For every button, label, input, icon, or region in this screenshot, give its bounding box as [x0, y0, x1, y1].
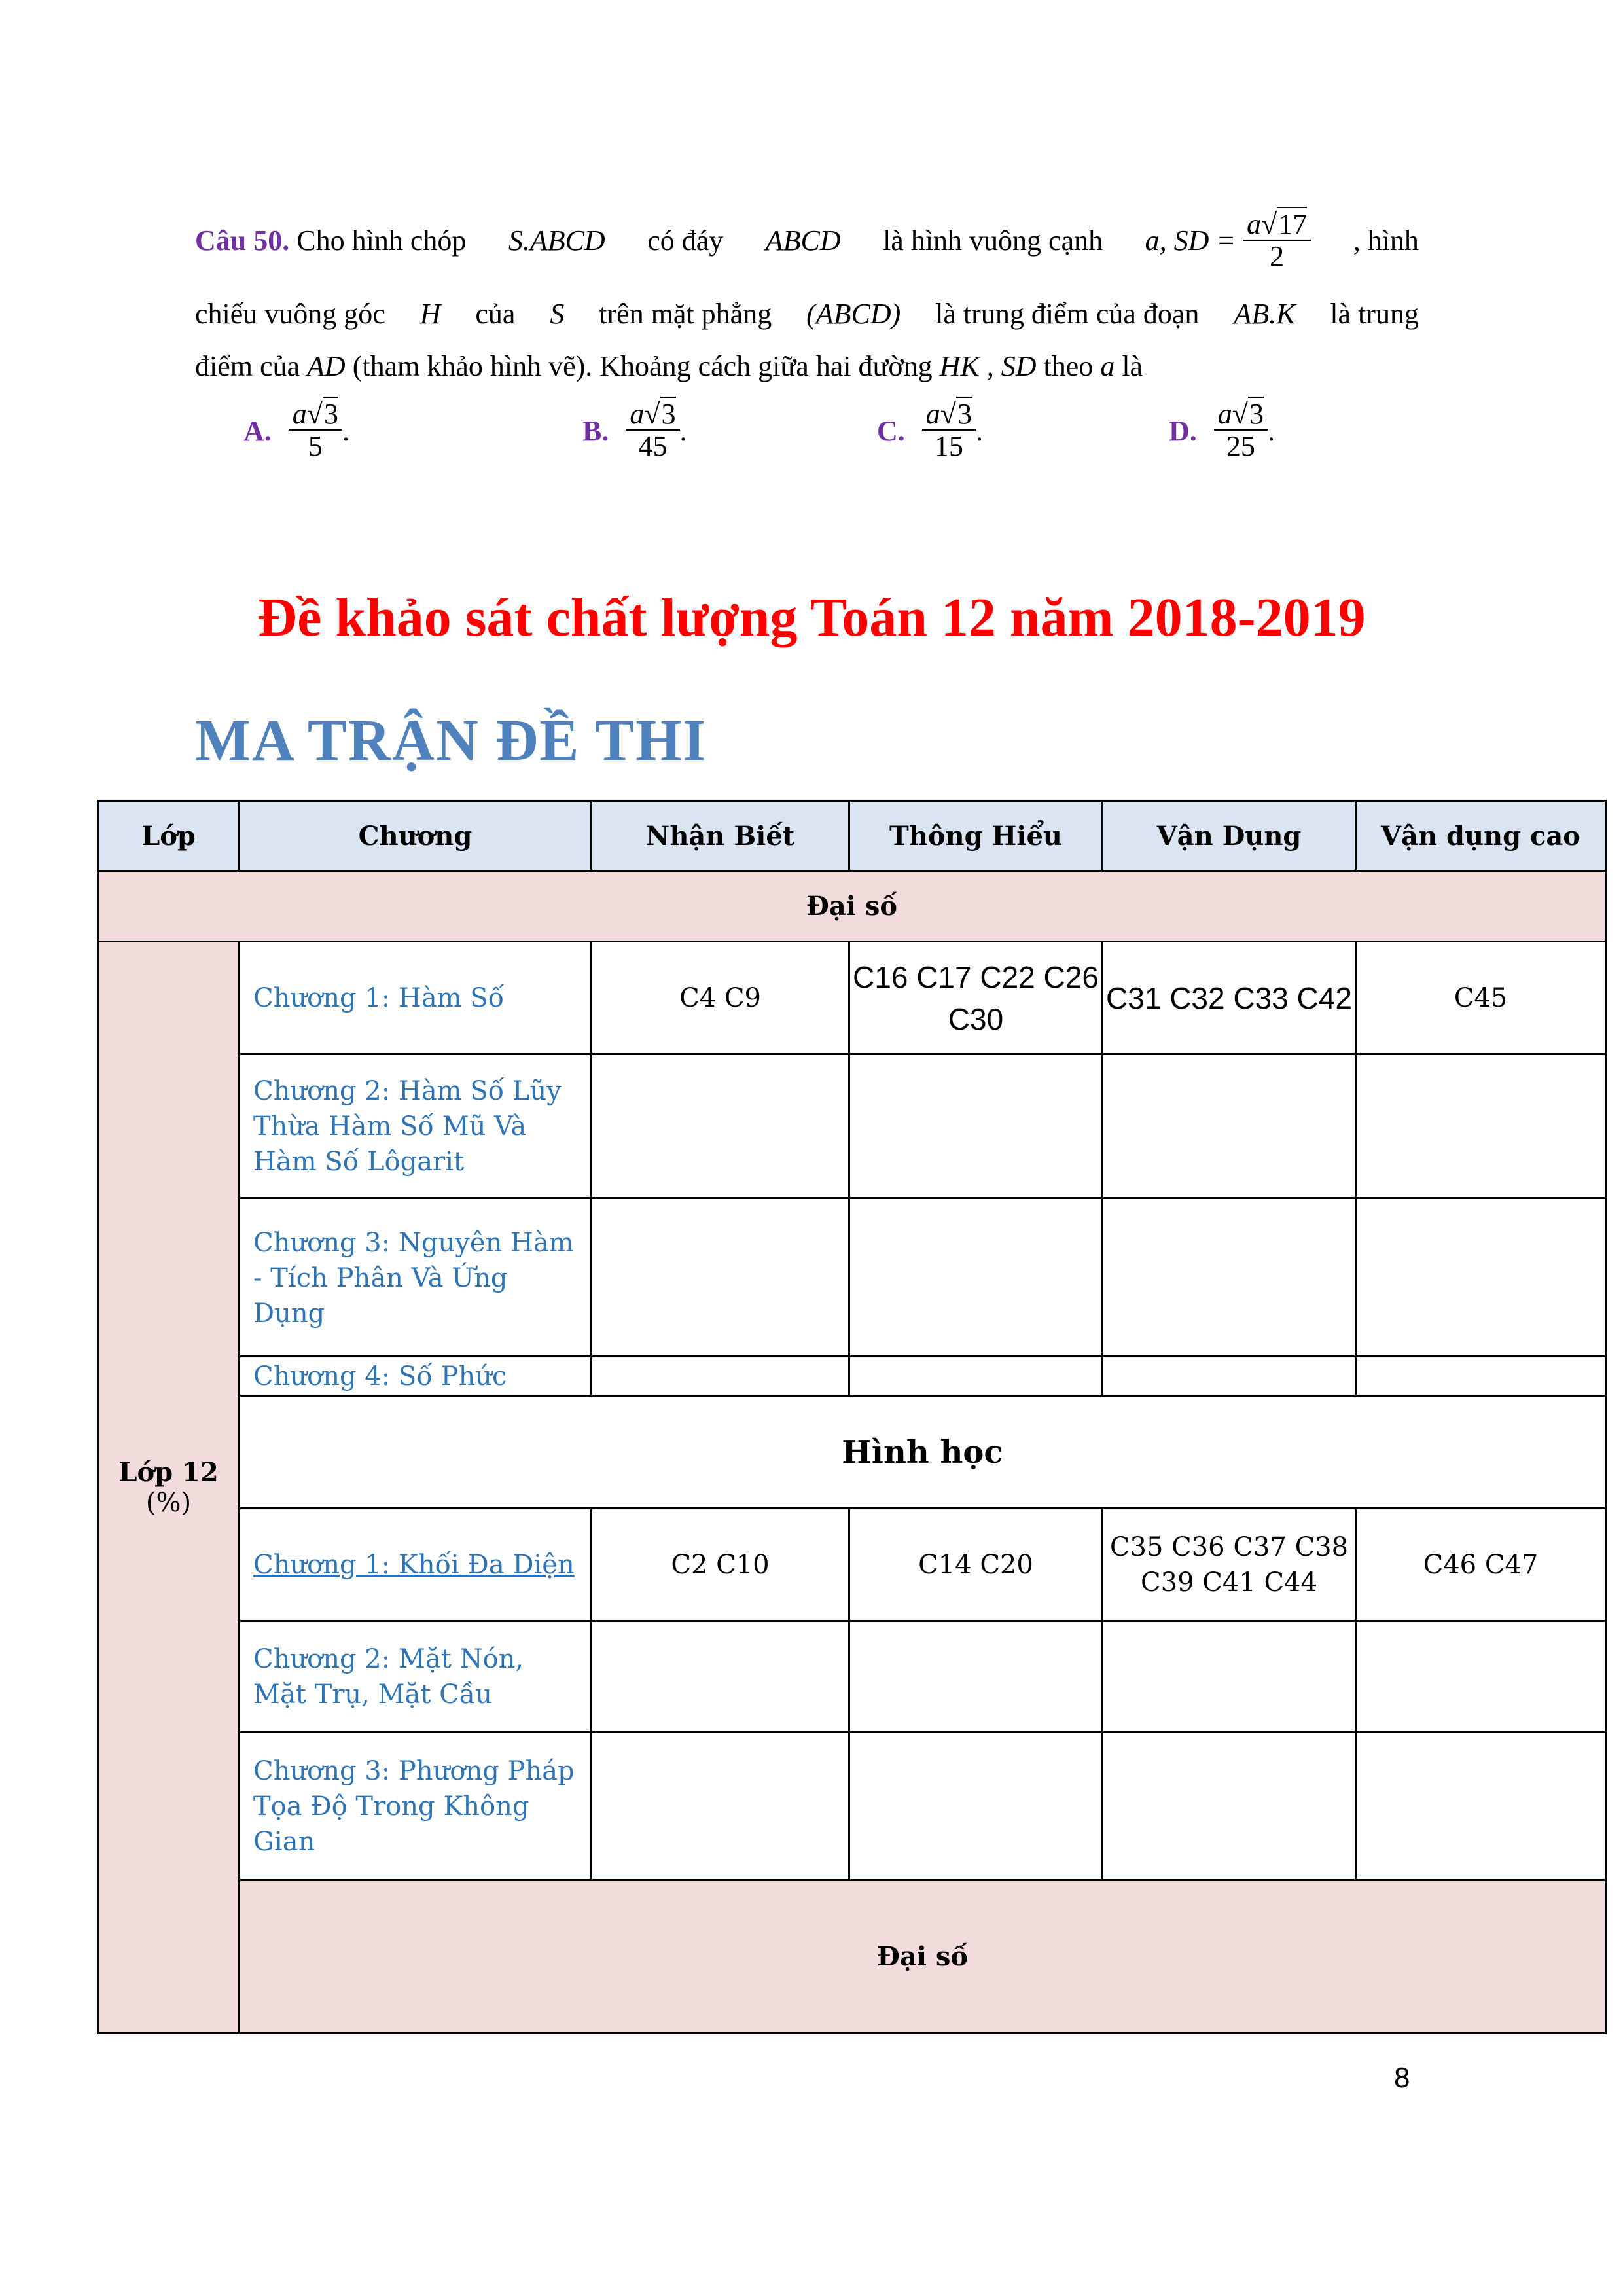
vdc-cell: C45 — [1356, 942, 1606, 1054]
header-nhan-biet: Nhận Biết — [592, 801, 849, 871]
nb-cell: C4 C9 — [592, 942, 849, 1054]
math-hksd: HK , SD — [939, 350, 1037, 382]
section-heading: MA TRẬN ĐỀ THI — [195, 708, 707, 773]
frac-num-a: a — [1217, 398, 1232, 430]
fraction-sd: $\frac{a√17}{2}$ — [1243, 209, 1311, 272]
question-text: trên mặt phẳng — [599, 298, 772, 330]
section-row-hinh-hoc — [98, 1396, 1606, 1509]
math-sabcd: S.ABCD — [508, 224, 605, 257]
option-d[interactable]: D. $\frac{a√3}{25}$ . — [1169, 398, 1275, 462]
section-label: Hình học — [240, 1396, 1606, 1509]
nb-cell: C2 C10 — [592, 1509, 849, 1621]
frac-den: 2 — [1270, 240, 1285, 272]
nb-cell — [592, 1357, 849, 1396]
vdc-cell — [1356, 1732, 1606, 1880]
frac-num-a: a — [292, 398, 307, 430]
question-text: (tham khảo hình vẽ). Khoảng cách giữa hai đường — [352, 350, 933, 382]
vd-cell — [1103, 1732, 1356, 1880]
header-van-dung: Vận Dụng — [1103, 801, 1356, 871]
grade-sub: (%) — [145, 1488, 192, 1518]
exam-matrix-table — [97, 800, 1607, 2034]
frac-num-a: a — [925, 398, 940, 430]
chapter-cell: Chương 3: Phương Pháp Tọa Độ Trong Không Gian — [240, 1732, 592, 1880]
frac-num-a: a — [1247, 208, 1262, 240]
vd-cell: C35 C36 C37 C38 C39 C41 C44 — [1103, 1509, 1356, 1621]
vd-cell — [1103, 1357, 1356, 1396]
header-lop: Lớp — [98, 801, 240, 871]
math-abk: AB.K — [1234, 298, 1296, 330]
vd-cell — [1103, 1054, 1356, 1198]
page-number: 8 — [1394, 2062, 1410, 2094]
question-text: là — [1122, 350, 1143, 382]
section-row-dai-so-bottom — [98, 1880, 1606, 2034]
frac-den: 5 — [308, 430, 323, 462]
table-row — [98, 1054, 1606, 1198]
vd-cell — [1103, 1198, 1356, 1357]
math-plane: (ABCD) — [806, 298, 901, 330]
chapter-cell: Chương 3: Nguyên Hàm - Tích Phân Và Ứng Dụng — [240, 1198, 592, 1357]
frac-root: 3 — [957, 398, 972, 430]
question-line-3 — [195, 347, 1419, 386]
th-cell — [849, 1357, 1103, 1396]
frac-root: 17 — [1278, 208, 1308, 240]
nb-cell — [592, 1054, 849, 1198]
table-header-row — [98, 801, 1606, 871]
question-text: là hình vuông cạnh — [883, 224, 1103, 257]
math-abcd: ABCD — [765, 224, 841, 257]
question-text: theo — [1043, 350, 1094, 382]
frac-num-a: a — [630, 398, 645, 430]
option-fraction: $\frac{a√3}{15}$ — [922, 399, 976, 462]
question-text: điểm của — [195, 350, 300, 382]
question-text: chiếu vuông góc — [195, 298, 385, 330]
section-row-dai-so — [98, 871, 1606, 942]
math-ad: AD — [307, 350, 346, 382]
frac-den: 15 — [934, 430, 963, 462]
option-a[interactable]: A. $\frac{a√3}{5}$ . — [243, 398, 349, 462]
option-letter: C. — [877, 414, 905, 447]
math-s: S — [550, 298, 565, 330]
header-thong-hieu: Thông Hiểu — [849, 801, 1103, 871]
question-text: có đáy — [647, 224, 724, 257]
header-van-dung-cao: Vận dụng cao — [1356, 801, 1606, 871]
chapter-link[interactable]: Chương 1: Khối Đa Diện — [240, 1509, 592, 1621]
math-h: H — [419, 298, 441, 330]
table-row — [98, 942, 1606, 1054]
option-fraction: $\frac{a√3}{25}$ — [1214, 399, 1268, 462]
th-cell — [849, 1621, 1103, 1732]
nb-cell — [592, 1621, 849, 1732]
chapter-cell: Chương 4: Số Phức — [240, 1357, 592, 1396]
vdc-cell — [1356, 1054, 1606, 1198]
option-fraction: $\frac{a√3}{5}$ — [289, 399, 342, 462]
nb-cell — [592, 1732, 849, 1880]
option-b[interactable]: B. $\frac{a√3}{45}$ . — [582, 398, 687, 462]
vd-cell: C31 C32 C33 C42 — [1103, 942, 1356, 1054]
table-row — [98, 1509, 1606, 1621]
option-fraction: $\frac{a√3}{45}$ — [626, 399, 679, 462]
frac-root: 3 — [1249, 398, 1264, 430]
chapter-cell: Chương 1: Hàm Số — [240, 942, 592, 1054]
vdc-cell — [1356, 1621, 1606, 1732]
question-line-2 — [195, 295, 1419, 334]
grade-cell — [98, 942, 240, 2034]
frac-root: 3 — [323, 398, 338, 430]
frac-den: 25 — [1226, 430, 1255, 462]
section-label: Đại số — [98, 871, 1606, 942]
option-letter: D. — [1169, 414, 1197, 447]
th-cell — [849, 1054, 1103, 1198]
question-text: , hình — [1353, 224, 1419, 257]
table-row — [98, 1198, 1606, 1357]
vd-cell — [1103, 1621, 1356, 1732]
vdc-cell: C46 C47 — [1356, 1509, 1606, 1621]
header-chuong: Chương — [240, 801, 592, 871]
question-text: là trung — [1330, 298, 1419, 330]
question-text: của — [475, 298, 516, 330]
table-row — [98, 1732, 1606, 1880]
question-text: là trung điểm của đoạn — [935, 298, 1200, 330]
option-letter: B. — [582, 414, 609, 447]
option-letter: A. — [243, 414, 272, 447]
math-a: a — [1100, 350, 1115, 382]
frac-den: 45 — [638, 430, 668, 462]
grade-label: Lớp 12 — [118, 1457, 219, 1488]
math-a-sd: a, SD = — [1145, 224, 1236, 257]
option-c[interactable]: C. $\frac{a√3}{15}$ . — [877, 398, 983, 462]
document-title: Đề khảo sát chất lượng Toán 12 năm 2018-2019 — [257, 587, 1366, 648]
chapter-cell: Chương 2: Mặt Nón, Mặt Trụ, Mặt Cầu — [240, 1621, 592, 1732]
frac-root: 3 — [661, 398, 676, 430]
th-cell — [849, 1732, 1103, 1880]
section-label: Đại số — [240, 1880, 1606, 2034]
question-line-1 — [195, 209, 1419, 272]
table-row — [98, 1357, 1606, 1396]
th-cell: C14 C20 — [849, 1509, 1103, 1621]
question-label: Câu 50. — [195, 224, 290, 257]
table-row — [98, 1621, 1606, 1732]
chapter-cell: Chương 2: Hàm Số Lũy Thừa Hàm Số Mũ Và Hàm Số Lôgarit — [240, 1054, 592, 1198]
vdc-cell — [1356, 1198, 1606, 1357]
vdc-cell — [1356, 1357, 1606, 1396]
question-text: Cho hình chóp — [296, 224, 467, 257]
th-cell — [849, 1198, 1103, 1357]
nb-cell — [592, 1198, 849, 1357]
th-cell: C16 C17 C22 C26 C30 — [849, 942, 1103, 1054]
